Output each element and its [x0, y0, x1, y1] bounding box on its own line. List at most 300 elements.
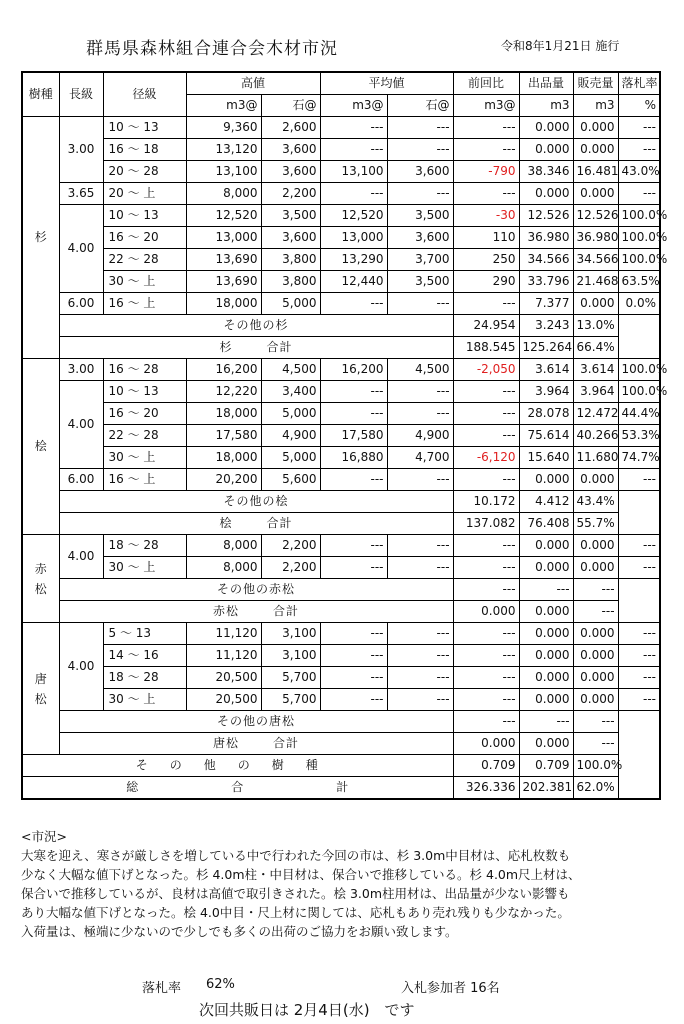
- avg-koku-cell: 3,600: [387, 161, 453, 183]
- total-label: [59, 601, 453, 623]
- avg-koku-cell: ---: [387, 403, 453, 425]
- total-word: 合計: [266, 340, 293, 354]
- sold-cell: 11.680: [573, 447, 618, 469]
- sold-cell: 0.709: [519, 755, 573, 777]
- diameter-cell: 5 ～ 13: [103, 623, 186, 645]
- rate-cell: ---: [618, 183, 660, 205]
- table-row: [22, 645, 660, 667]
- header-rate: 落札率: [618, 72, 660, 95]
- table-row: [22, 117, 660, 139]
- total-species: 赤松: [213, 604, 240, 618]
- rate-cell: ---: [618, 689, 660, 711]
- length-cell: 4.00: [59, 623, 103, 711]
- length-cell: 6.00: [59, 469, 103, 491]
- rate-cell: 0.0%: [618, 293, 660, 315]
- header-diameter: 径級: [103, 72, 186, 117]
- prev-diff-cell: ---: [453, 293, 519, 315]
- table-row: [22, 359, 660, 381]
- species-char: 唐: [34, 671, 47, 686]
- sold-cell: 3.964: [573, 381, 618, 403]
- high-m3-cell: 8,000: [186, 557, 261, 579]
- total-species: 唐松: [213, 736, 240, 750]
- rate-cell: ---: [618, 645, 660, 667]
- unit-avg-m3: m3@: [320, 95, 387, 117]
- total-row: [22, 601, 660, 623]
- table-row: [22, 381, 660, 403]
- avg-m3-cell: 13,290: [320, 249, 387, 271]
- bid-rate-label: 落札率: [142, 981, 182, 996]
- rate-cell: ---: [618, 667, 660, 689]
- rate-cell: 100.0%: [573, 755, 618, 777]
- sold-cell: 0.000: [519, 601, 573, 623]
- avg-m3-cell: 13,000: [320, 227, 387, 249]
- high-koku-cell: 3,100: [261, 645, 320, 667]
- species-char: 松: [34, 691, 47, 706]
- sold-cell: 0.000: [573, 183, 618, 205]
- avg-m3-cell: ---: [320, 667, 387, 689]
- length-cell: 3.00: [59, 359, 103, 381]
- table-row: [22, 557, 660, 579]
- avg-m3-cell: 13,100: [320, 161, 387, 183]
- avg-koku-cell: ---: [387, 293, 453, 315]
- avg-m3-cell: 12,440: [320, 271, 387, 293]
- table-row: [22, 139, 660, 161]
- table-row: [22, 205, 660, 227]
- sold-cell: 0.000: [573, 689, 618, 711]
- grand-total-char: 合: [231, 780, 245, 794]
- sold-cell: 0.000: [573, 139, 618, 161]
- sold-cell: 0.000: [573, 623, 618, 645]
- sold-cell: 12.472: [573, 403, 618, 425]
- other-row: [22, 579, 660, 601]
- high-m3-cell: 16,200: [186, 359, 261, 381]
- prev-diff-cell: -2,050: [453, 359, 519, 381]
- rate-cell: 100.0%: [618, 249, 660, 271]
- avg-koku-cell: 4,700: [387, 447, 453, 469]
- avg-m3-cell: ---: [320, 689, 387, 711]
- rate-cell: ---: [573, 733, 618, 755]
- diameter-cell: 20 ～ 上: [103, 183, 186, 205]
- avg-m3-cell: ---: [320, 183, 387, 205]
- total-row: [22, 733, 660, 755]
- shipped-cell: 38.346: [519, 161, 573, 183]
- avg-koku-cell: 4,900: [387, 425, 453, 447]
- header-species: 樹種: [22, 72, 59, 117]
- header-shipped: 出品量: [519, 72, 573, 95]
- diameter-cell: 30 ～ 上: [103, 271, 186, 293]
- avg-koku-cell: ---: [387, 689, 453, 711]
- report-line: 保合いで推移しているが、良材は高値で取引きされた。桧 3.0m柱用材は、出品量が少ない影響も: [21, 886, 570, 901]
- species-karamatsu: [22, 623, 59, 755]
- table-row: [22, 293, 660, 315]
- rate-cell: ---: [618, 469, 660, 491]
- diameter-cell: 18 ～ 28: [103, 667, 186, 689]
- length-cell: 3.65: [59, 183, 103, 205]
- high-m3-cell: 9,360: [186, 117, 261, 139]
- rate-cell: ---: [573, 711, 618, 733]
- length-cell: 4.00: [59, 535, 103, 579]
- high-m3-cell: 13,690: [186, 249, 261, 271]
- table-row: [22, 689, 660, 711]
- shipped-cell: 15.640: [519, 447, 573, 469]
- diameter-cell: 22 ～ 28: [103, 425, 186, 447]
- rate-cell: 44.4%: [618, 403, 660, 425]
- table-row: [22, 249, 660, 271]
- sold-cell: 76.408: [519, 513, 573, 535]
- avg-m3-cell: 12,520: [320, 205, 387, 227]
- species-hinoki: 桧: [22, 359, 59, 535]
- diameter-cell: 30 ～ 上: [103, 689, 186, 711]
- prev-diff-cell: ---: [453, 183, 519, 205]
- species-char: 赤: [34, 561, 47, 576]
- sold-cell: 0.000: [573, 535, 618, 557]
- avg-m3-cell: 17,580: [320, 425, 387, 447]
- shipped-cell: 0.000: [453, 601, 519, 623]
- avg-m3-cell: ---: [320, 381, 387, 403]
- sold-cell: 202.381: [519, 777, 573, 800]
- shipped-cell: 28.078: [519, 403, 573, 425]
- prev-diff-cell: ---: [453, 623, 519, 645]
- shipped-cell: 75.614: [519, 425, 573, 447]
- prev-diff-cell: ---: [453, 117, 519, 139]
- avg-koku-cell: 4,500: [387, 359, 453, 381]
- unit-shipped: m3: [519, 95, 573, 117]
- rate-cell: 43.0%: [618, 161, 660, 183]
- rate-cell: 100.0%: [618, 227, 660, 249]
- high-m3-cell: 12,220: [186, 381, 261, 403]
- rate-cell: ---: [618, 535, 660, 557]
- rate-cell: 74.7%: [618, 447, 660, 469]
- high-m3-cell: 13,000: [186, 227, 261, 249]
- shipped-cell: 0.000: [519, 557, 573, 579]
- prev-diff-cell: 110: [453, 227, 519, 249]
- prev-diff-cell: ---: [453, 645, 519, 667]
- avg-koku-cell: ---: [387, 535, 453, 557]
- diameter-cell: 22 ～ 28: [103, 249, 186, 271]
- shipped-cell: 0.000: [453, 733, 519, 755]
- diameter-cell: 14 ～ 16: [103, 645, 186, 667]
- sold-cell: 0.000: [573, 667, 618, 689]
- prev-diff-cell: ---: [453, 689, 519, 711]
- high-m3-cell: 20,200: [186, 469, 261, 491]
- high-koku-cell: 5,700: [261, 689, 320, 711]
- market-table: [21, 71, 668, 800]
- high-koku-cell: 5,000: [261, 447, 320, 469]
- rate-cell: 100.0%: [618, 381, 660, 403]
- report-line: あり大幅な値下げとなった。桧 4.0中目・尺上材に関しては、応札もあり売れ残りも少なかった。: [21, 905, 570, 920]
- high-koku-cell: 3,800: [261, 271, 320, 293]
- shipped-cell: 12.526: [519, 205, 573, 227]
- sold-cell: 0.000: [573, 557, 618, 579]
- high-koku-cell: 3,600: [261, 227, 320, 249]
- diameter-cell: 16 ～ 18: [103, 139, 186, 161]
- prev-diff-cell: 250: [453, 249, 519, 271]
- prev-diff-cell: ---: [453, 139, 519, 161]
- table-row: [22, 161, 660, 183]
- avg-koku-cell: ---: [387, 623, 453, 645]
- avg-m3-cell: ---: [320, 139, 387, 161]
- total-species: 桧: [219, 516, 233, 530]
- species-akamatsu: [22, 535, 59, 623]
- high-koku-cell: 2,200: [261, 535, 320, 557]
- rate-cell: ---: [618, 557, 660, 579]
- sold-cell: 0.000: [519, 733, 573, 755]
- sold-cell: ---: [519, 579, 573, 601]
- header-average: 平均値: [320, 72, 453, 95]
- total-label: [59, 513, 453, 535]
- rate-cell: 13.0%: [573, 315, 618, 337]
- prev-diff-cell: ---: [453, 469, 519, 491]
- avg-m3-cell: 16,200: [320, 359, 387, 381]
- rate-cell: 55.7%: [573, 513, 618, 535]
- other-label: その他の桧: [59, 491, 453, 513]
- high-m3-cell: 8,000: [186, 183, 261, 205]
- sold-cell: 40.266: [573, 425, 618, 447]
- high-m3-cell: 17,580: [186, 425, 261, 447]
- shipped-cell: 188.545: [453, 337, 519, 359]
- high-koku-cell: 3,600: [261, 161, 320, 183]
- rate-cell: 53.3%: [618, 425, 660, 447]
- sold-cell: 36.980: [573, 227, 618, 249]
- avg-koku-cell: ---: [387, 183, 453, 205]
- high-m3-cell: 18,000: [186, 447, 261, 469]
- diameter-cell: 10 ～ 13: [103, 205, 186, 227]
- rate-cell: 63.5%: [618, 271, 660, 293]
- report-line: 入荷量は、極端に少ないので少しでも多くの出荷のご協力をお願い致します。: [21, 924, 458, 939]
- sold-cell: 34.566: [573, 249, 618, 271]
- rate-cell: 43.4%: [573, 491, 618, 513]
- header-sold: 販売量: [573, 72, 618, 95]
- unit-prev: m3@: [453, 95, 519, 117]
- length-cell: 6.00: [59, 293, 103, 315]
- avg-m3-cell: ---: [320, 293, 387, 315]
- grand-total-label: [22, 777, 453, 800]
- sale-date: 令和8年1月21日 施行: [501, 39, 620, 53]
- sold-cell: 21.468: [573, 271, 618, 293]
- shipped-cell: 0.000: [519, 469, 573, 491]
- length-cell: 3.00: [59, 117, 103, 183]
- high-koku-cell: 3,100: [261, 623, 320, 645]
- avg-m3-cell: ---: [320, 557, 387, 579]
- table-row: [22, 667, 660, 689]
- rate-cell: ---: [618, 117, 660, 139]
- avg-m3-cell: ---: [320, 623, 387, 645]
- market-report: [21, 827, 661, 941]
- report-heading: <市況>: [21, 829, 67, 844]
- avg-m3-cell: ---: [320, 403, 387, 425]
- avg-koku-cell: ---: [387, 139, 453, 161]
- shipped-cell: ---: [453, 711, 519, 733]
- high-koku-cell: 2,200: [261, 183, 320, 205]
- avg-m3-cell: ---: [320, 117, 387, 139]
- diameter-cell: 16 ～ 上: [103, 293, 186, 315]
- sold-cell: 0.000: [573, 645, 618, 667]
- total-word: 合計: [266, 516, 293, 530]
- prev-diff-cell: ---: [453, 667, 519, 689]
- avg-m3-cell: ---: [320, 469, 387, 491]
- header-row: [22, 72, 660, 95]
- shipped-cell: 7.377: [519, 293, 573, 315]
- total-word: 合計: [273, 736, 300, 750]
- diameter-cell: 16 ～ 上: [103, 469, 186, 491]
- sold-cell: 3.614: [573, 359, 618, 381]
- sold-cell: 125.264: [519, 337, 573, 359]
- rate-cell: 100.0%: [618, 205, 660, 227]
- shipped-cell: 24.954: [453, 315, 519, 337]
- shipped-cell: 0.000: [519, 623, 573, 645]
- grand-total-row: [22, 777, 660, 800]
- other-row: [22, 711, 660, 733]
- diameter-cell: 30 ～ 上: [103, 447, 186, 469]
- header-length: 長級: [59, 72, 103, 117]
- avg-m3-cell: 16,880: [320, 447, 387, 469]
- other-label: その他の杉: [59, 315, 453, 337]
- prev-diff-cell: ---: [453, 381, 519, 403]
- header-high: 高値: [186, 72, 320, 95]
- sold-cell: 0.000: [573, 293, 618, 315]
- high-m3-cell: 11,120: [186, 623, 261, 645]
- shipped-cell: 34.566: [519, 249, 573, 271]
- rate-cell: ---: [618, 139, 660, 161]
- total-label: [59, 733, 453, 755]
- other-row: [22, 491, 660, 513]
- prev-diff-cell: ---: [453, 535, 519, 557]
- high-m3-cell: 20,500: [186, 667, 261, 689]
- unit-avg-koku: 石@: [387, 95, 453, 117]
- shipped-cell: 0.000: [519, 139, 573, 161]
- high-koku-cell: 3,500: [261, 205, 320, 227]
- table-row: [22, 271, 660, 293]
- total-label: [59, 337, 453, 359]
- high-m3-cell: 13,120: [186, 139, 261, 161]
- high-m3-cell: 12,520: [186, 205, 261, 227]
- total-row: [22, 337, 660, 359]
- avg-koku-cell: 3,500: [387, 271, 453, 293]
- diameter-cell: 16 ～ 20: [103, 227, 186, 249]
- high-m3-cell: 18,000: [186, 293, 261, 315]
- rate-cell: ---: [573, 601, 618, 623]
- high-koku-cell: 4,900: [261, 425, 320, 447]
- header-prev: 前回比: [453, 72, 519, 95]
- high-koku-cell: 2,200: [261, 557, 320, 579]
- prev-diff-cell: ---: [453, 403, 519, 425]
- diameter-cell: 16 ～ 20: [103, 403, 186, 425]
- sold-cell: ---: [519, 711, 573, 733]
- high-koku-cell: 5,000: [261, 293, 320, 315]
- bidder-count: 入札参加者 16名: [401, 981, 500, 996]
- high-m3-cell: 18,000: [186, 403, 261, 425]
- length-cell: 4.00: [59, 205, 103, 293]
- rate-cell: ---: [618, 623, 660, 645]
- length-cell: 4.00: [59, 381, 103, 469]
- avg-koku-cell: 3,700: [387, 249, 453, 271]
- diameter-cell: 10 ～ 13: [103, 381, 186, 403]
- high-koku-cell: 5,700: [261, 667, 320, 689]
- shipped-cell: 0.000: [519, 689, 573, 711]
- diameter-cell: 10 ～ 13: [103, 117, 186, 139]
- report-line: 大寒を迎え、寒さが厳しさを増している中で行われた今回の市は、杉 3.0m中目材は、応札枚数も: [21, 848, 571, 863]
- species-char: 松: [34, 581, 47, 596]
- other-species-row: [22, 755, 660, 777]
- sold-cell: 16.481: [573, 161, 618, 183]
- sold-cell: 0.000: [573, 117, 618, 139]
- total-species: 杉: [219, 340, 233, 354]
- rate-cell: ---: [573, 579, 618, 601]
- avg-m3-cell: ---: [320, 645, 387, 667]
- table-row: [22, 623, 660, 645]
- bid-rate-value: 62%: [206, 977, 235, 992]
- sold-cell: 12.526: [573, 205, 618, 227]
- diameter-cell: 16 ～ 28: [103, 359, 186, 381]
- other-label: その他の赤松: [59, 579, 453, 601]
- unit-high-m3: m3@: [186, 95, 261, 117]
- table-row: [22, 183, 660, 205]
- avg-koku-cell: ---: [387, 667, 453, 689]
- diameter-cell: 30 ～ 上: [103, 557, 186, 579]
- other-species-label: その他の樹種: [22, 755, 453, 777]
- avg-koku-cell: 3,500: [387, 205, 453, 227]
- shipped-cell: 0.000: [519, 645, 573, 667]
- prev-diff-cell: ---: [453, 425, 519, 447]
- shipped-cell: 33.796: [519, 271, 573, 293]
- page-title: 群馬県森林組合連合会木材市況: [86, 39, 338, 59]
- high-koku-cell: 4,500: [261, 359, 320, 381]
- prev-diff-cell: -6,120: [453, 447, 519, 469]
- table-row: [22, 403, 660, 425]
- species-sugi: 杉: [22, 117, 59, 359]
- table-row: [22, 227, 660, 249]
- sold-cell: 4.412: [519, 491, 573, 513]
- avg-koku-cell: 3,600: [387, 227, 453, 249]
- rate-cell: 66.4%: [573, 337, 618, 359]
- shipped-cell: 0.709: [453, 755, 519, 777]
- shipped-cell: 10.172: [453, 491, 519, 513]
- table-row: [22, 535, 660, 557]
- high-koku-cell: 2,600: [261, 117, 320, 139]
- avg-koku-cell: ---: [387, 557, 453, 579]
- avg-koku-cell: ---: [387, 469, 453, 491]
- sold-cell: 3.243: [519, 315, 573, 337]
- high-koku-cell: 3,400: [261, 381, 320, 403]
- shipped-cell: 0.000: [519, 535, 573, 557]
- table-row: [22, 447, 660, 469]
- next-sale-date: 次回共販日は 2月4日(水) です: [199, 1001, 415, 1019]
- shipped-cell: 36.980: [519, 227, 573, 249]
- avg-koku-cell: ---: [387, 645, 453, 667]
- prev-diff-cell: -30: [453, 205, 519, 227]
- grand-total-char: 総: [126, 780, 140, 794]
- unit-rate: %: [618, 95, 660, 117]
- total-word: 合計: [273, 604, 300, 618]
- avg-koku-cell: ---: [387, 117, 453, 139]
- shipped-cell: 0.000: [519, 667, 573, 689]
- high-koku-cell: 3,600: [261, 139, 320, 161]
- avg-koku-cell: ---: [387, 381, 453, 403]
- unit-sold: m3: [573, 95, 618, 117]
- report-line: 少なく大幅な値下げとなった。杉 4.0m柱・中目材は、保合いで推移している。杉 4.0m尺上材は、: [21, 867, 581, 882]
- shipped-cell: 0.000: [519, 117, 573, 139]
- high-koku-cell: 5,000: [261, 403, 320, 425]
- high-m3-cell: 8,000: [186, 535, 261, 557]
- shipped-cell: 3.614: [519, 359, 573, 381]
- prev-diff-cell: 290: [453, 271, 519, 293]
- grand-total-char: 計: [336, 780, 350, 794]
- table-row: [22, 469, 660, 491]
- rate-cell: 100.0%: [618, 359, 660, 381]
- sold-cell: 0.000: [573, 469, 618, 491]
- high-koku-cell: 5,600: [261, 469, 320, 491]
- total-row: [22, 513, 660, 535]
